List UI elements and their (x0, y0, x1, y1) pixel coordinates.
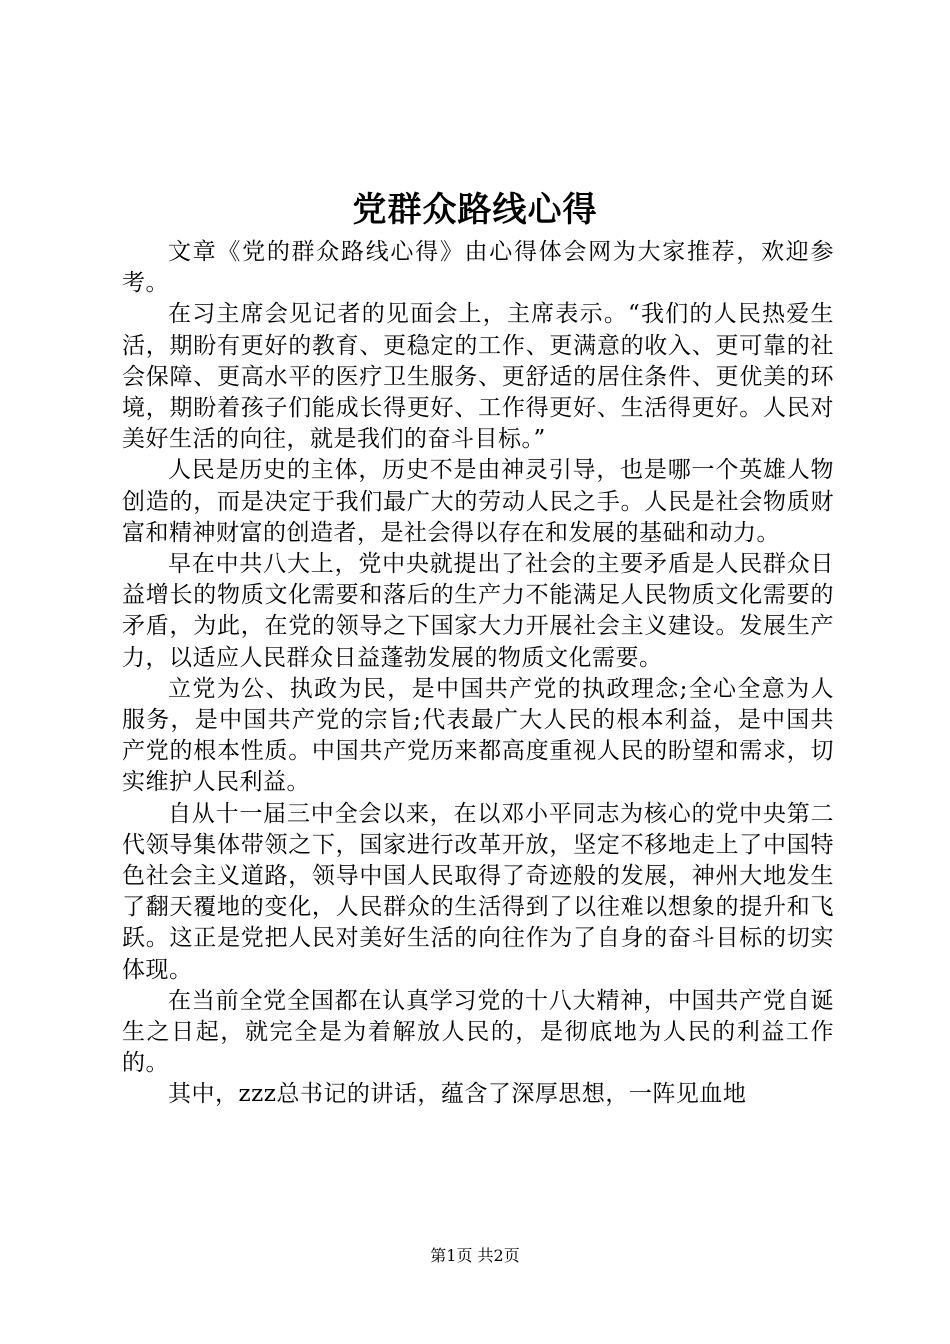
document-title: 党群众路线心得 (352, 190, 598, 230)
paragraph-reform: 自从十一届三中全会以来，在以邓小平同志为核心的党中央第二代领导集体带领之下，国家进行改革开放，坚定不移地走上了中国特色社会主义道路，领导中国人民取得了奇迹般的发展，神州大地发生了翻天覆地的变化，人民群众的生活得到了以往难以想象的提升和飞跃。这正是党把人民对美好生活的向往作为了自身的奋斗目标的切实体现。 (122, 800, 834, 983)
paragraph-history: 人民是历史的主体，历史不是由神灵引导，也是哪一个英雄人物创造的，而是决定于我们最广大的劳动人民之手。人民是社会物质财富和精神财富的创造者，是社会得以存在和发展的基础和动力。 (122, 457, 834, 546)
paragraph-eighth-congress: 早在中共八大上，党中央就提出了社会的主要矛盾是人民群众日益增长的物质文化需要和落后的生产力不能满足人民物质文化需要的矛盾，为此，在党的领导之下国家大力开展社会主义建设。发展生产力，以适应人民群众日益蓬勃发展的物质文化需要。 (122, 551, 834, 671)
paragraph-party-principle: 立党为公、执政为民，是中国共产党的执政理念;全心全意为人服务，是中国共产党的宗旨;代表最广大人民的根本利益，是中国共产党的根本性质。中国共产党历来都高度重视人民的盼望和需求，切实维护人民利益。 (122, 675, 834, 796)
document-body (122, 237, 834, 1111)
paragraph-speech: 其中，zzz总书记的讲话，蕴含了深厚思想，一阵见血地 (168, 1081, 747, 1108)
paragraph-eighteenth-congress: 在当前全党全国都在认真学习党的十八大精神，中国共产党自诞生之日起，就完全是为着解放人民的，是彻底地为人民的利益工作的。 (122, 987, 834, 1077)
paragraph-intro: 文章《党的群众路线心得》由心得体会网为大家推荐，欢迎参考。 (122, 239, 834, 297)
page-footer: 第1页 共2页 (430, 1246, 520, 1265)
paragraph-quote: 在习主席会见记者的见面会上，主席表示。“我们的人民热爱生活，期盼有更好的教育、更稳定的工作、更满意的收入、更可靠的社会保障、更高水平的医疗卫生服务、更舒适的居住条件、更优美的环境，期盼着孩子们能成长得更好、工作得更好、生活得更好。人民对美好生活的向往，就是我们的奋斗目标。” (122, 301, 834, 453)
